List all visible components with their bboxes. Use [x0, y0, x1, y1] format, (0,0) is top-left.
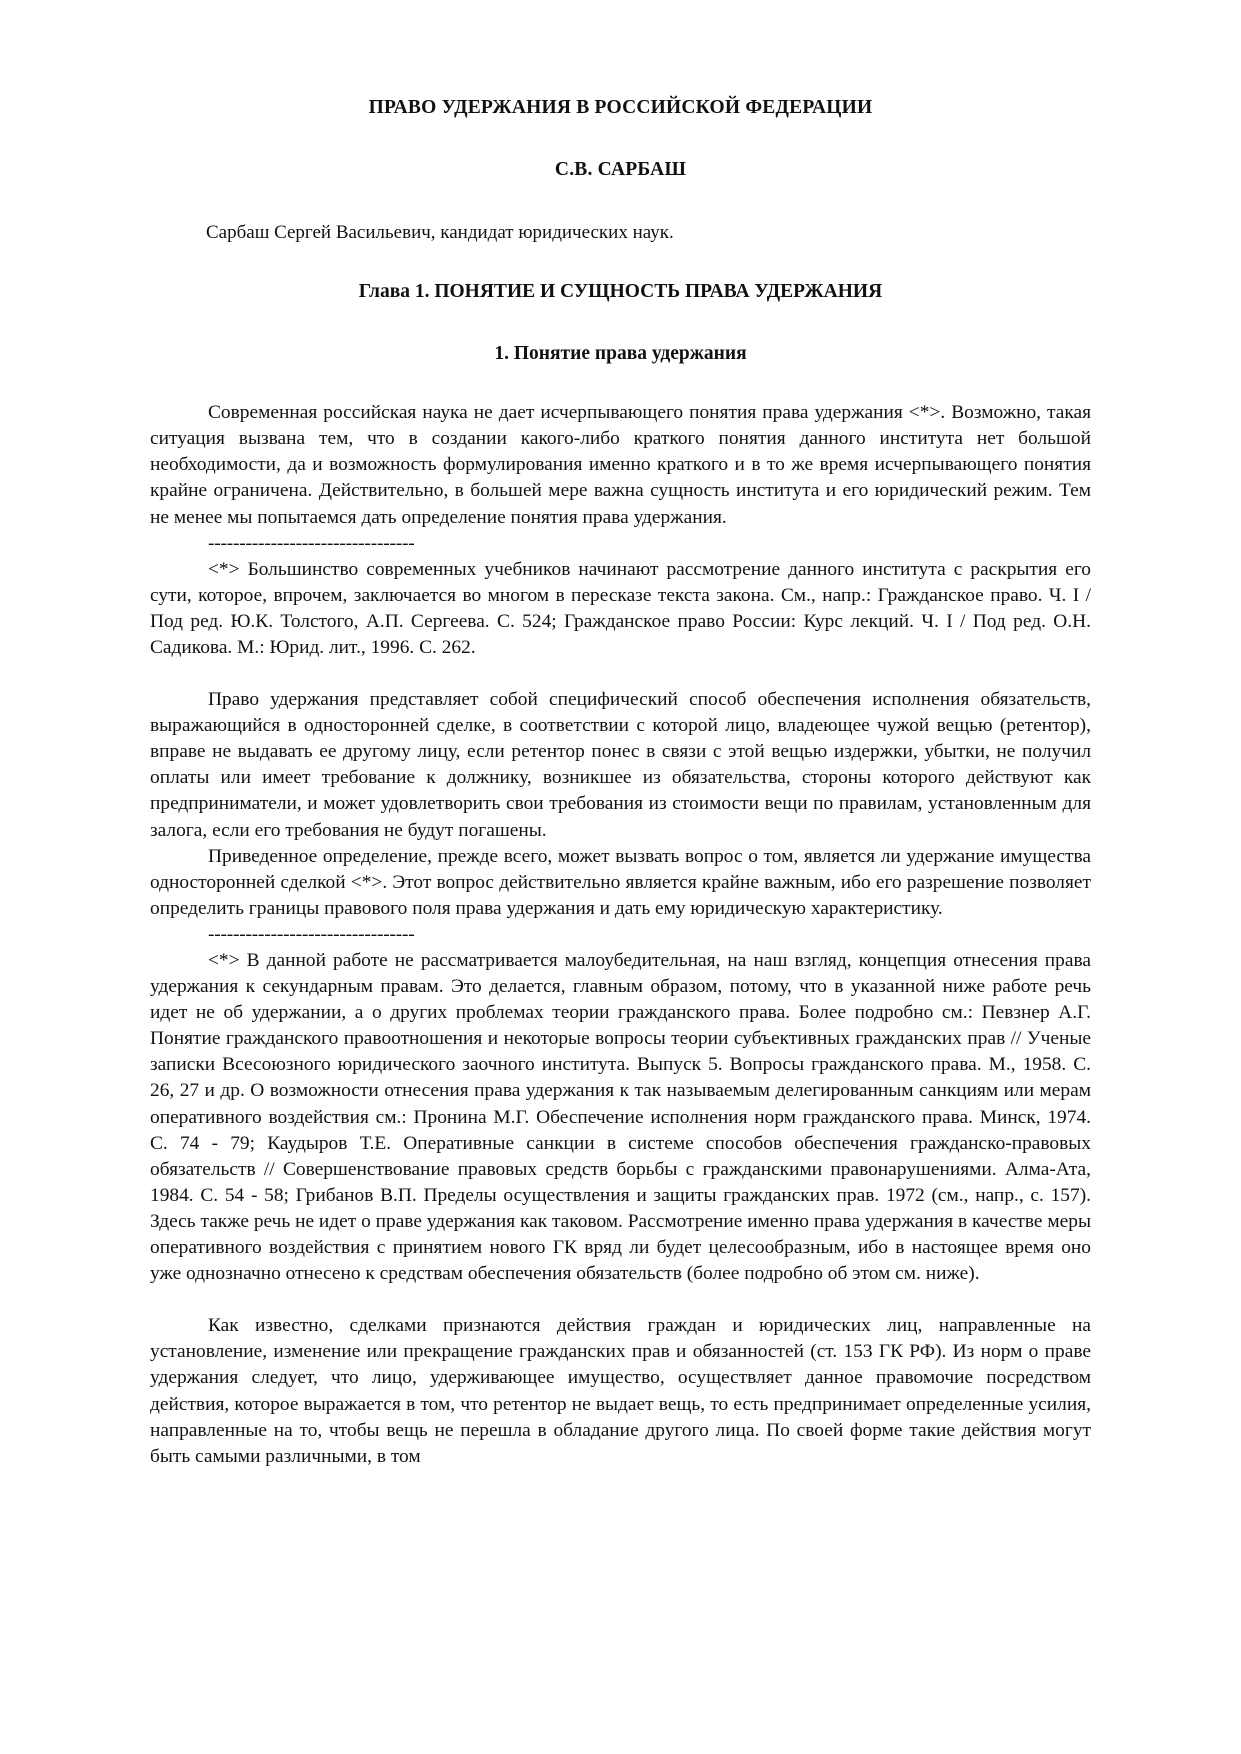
- page-title: ПРАВО УДЕРЖАНИЯ В РОССИЙСКОЙ ФЕДЕРАЦИИ: [368, 97, 873, 118]
- paragraph-spacer: [150, 661, 1091, 687]
- paragraph-spacer: [150, 1287, 1091, 1313]
- chapter-heading: Глава 1. ПОНЯТИЕ И СУЩНОСТЬ ПРАВА УДЕРЖАНИЯ: [358, 281, 883, 303]
- footnote-separator-1: ---------------------------------: [208, 532, 415, 554]
- paragraph-3: Приведенное определение, прежде всего, может вызвать вопрос о том, является ли удержание имущества односторонней сделкой <*>. Этот вопрос действительно является крайне важным, ибо его разрешение позволяет определить границы правового поля права удержания и дать ему юридическую характеристику.: [150, 845, 1091, 919]
- paragraph-1: Современная российская наука не дает исчерпывающего понятия права удержания <*>. Возможно, такая ситуация вызвана тем, что в создании какого-либо краткого понятия данного института нет большой необходимости, да и возможность формулирования именно краткого и в то же время исчерпывающего понятия крайне ограничена. Действительно, в большей мере важна сущность института и его юридический режим. Тем не менее мы попытаемся дать определение понятия права удержания.: [150, 402, 1091, 528]
- section-heading: 1. Понятие права удержания: [494, 342, 747, 364]
- author-name-heading: С.В. САРБАШ: [554, 159, 687, 181]
- paragraph-4: Как известно, сделками признаются действия граждан и юридических лиц, направленные на установление, изменение или прекращение гражданских прав и обязанностей (ст. 153 ГК РФ). Из норм о праве удержания следует, что лицо, удерживающее имущество, осуществляет данное правомочие посредством действия, которое выражается в том, что ретентор не выдает вещь, то есть предпринимает определенные усилия, направленные на то, чтобы вещь не перешла в обладание другого лица. По своей форме такие действия могут быть самыми различными, в том: [150, 1315, 1091, 1467]
- author-credentials-line: Сарбаш Сергей Васильевич, кандидат юридических наук.: [206, 221, 674, 243]
- paragraph-2: Право удержания представляет собой специфический способ обеспечения исполнения обязательств, выражающийся в односторонней сделке, в соответствии с которой лицо, владеющее чужой вещью (ретентор), вправе не выдавать ее другому лицу, если ретентор понес в связи с этой вещью издержки, убытки, не получил оплаты или имеет требование к должнику, возникшее из обязательства, стороны которого действуют как предприниматели, и может удовлетворить свои требования из стоимости вещи по правилам, установленным для залога, если его требования не будут погашены.: [150, 689, 1091, 841]
- footnote-2: <*> В данной работе не рассматривается малоубедительная, на наш взгляд, концепция отнесения права удержания к секундарным правам. Это делается, главным образом, потому, что в указанной ниже работе речь идет не об удержании, а о других проблемах теории гражданского права. Более подробно см.: Певзнер А.Г. Понятие гражданского правоотношения и некоторые вопросы теории субъективных гражданских прав // Ученые записки Всесоюзного юридического заочного института. Выпуск 5. Вопросы гражданского права. М., 1958. С. 26, 27 и др. О возможности отнесения права удержания к так называемым делегированным санкциям или мерам оперативного воздействия см.: Пронина М.Г. Обеспечение исполнения норм гражданского права. Минск, 1974. С. 74 - 79; Каудыров Т.Е. Оперативные санкции в системе способов обеспечения гражданско-правовых обязательств // Совершенствование правовых средств борьбы с гражданскими правонарушениями. Алма-Ата, 1984. С. 54 - 58; Грибанов В.П. Пределы осуществления и защиты гражданских прав. 1972 (см., напр., с. 157). Здесь также речь не идет о праве удержания как таковом. Рассмотрение именно права удержания в качестве меры оперативного воздействия с принятием нового ГК вряд ли будет целесообразным, ибо в настоящее время оно уже однозначно отнесено к средствам обеспечения обязательств (более подробно об этом см. ниже).: [150, 950, 1091, 1285]
- footnote-1: <*> Большинство современных учебников начинают рассмотрение данного института с раскрытия его сути, которое, впрочем, заключается во многом в пересказе текста закона. См., напр.: Гражданское право. Ч. I / Под ред. Ю.К. Толстого, А.П. Сергеева. С. 524; Гражданское право России: Курс лекций. Ч. I / Под ред. О.Н. Садикова. М.: Юрид. лит., 1996. С. 262.: [150, 558, 1091, 658]
- footnote-separator-2: ---------------------------------: [208, 923, 415, 945]
